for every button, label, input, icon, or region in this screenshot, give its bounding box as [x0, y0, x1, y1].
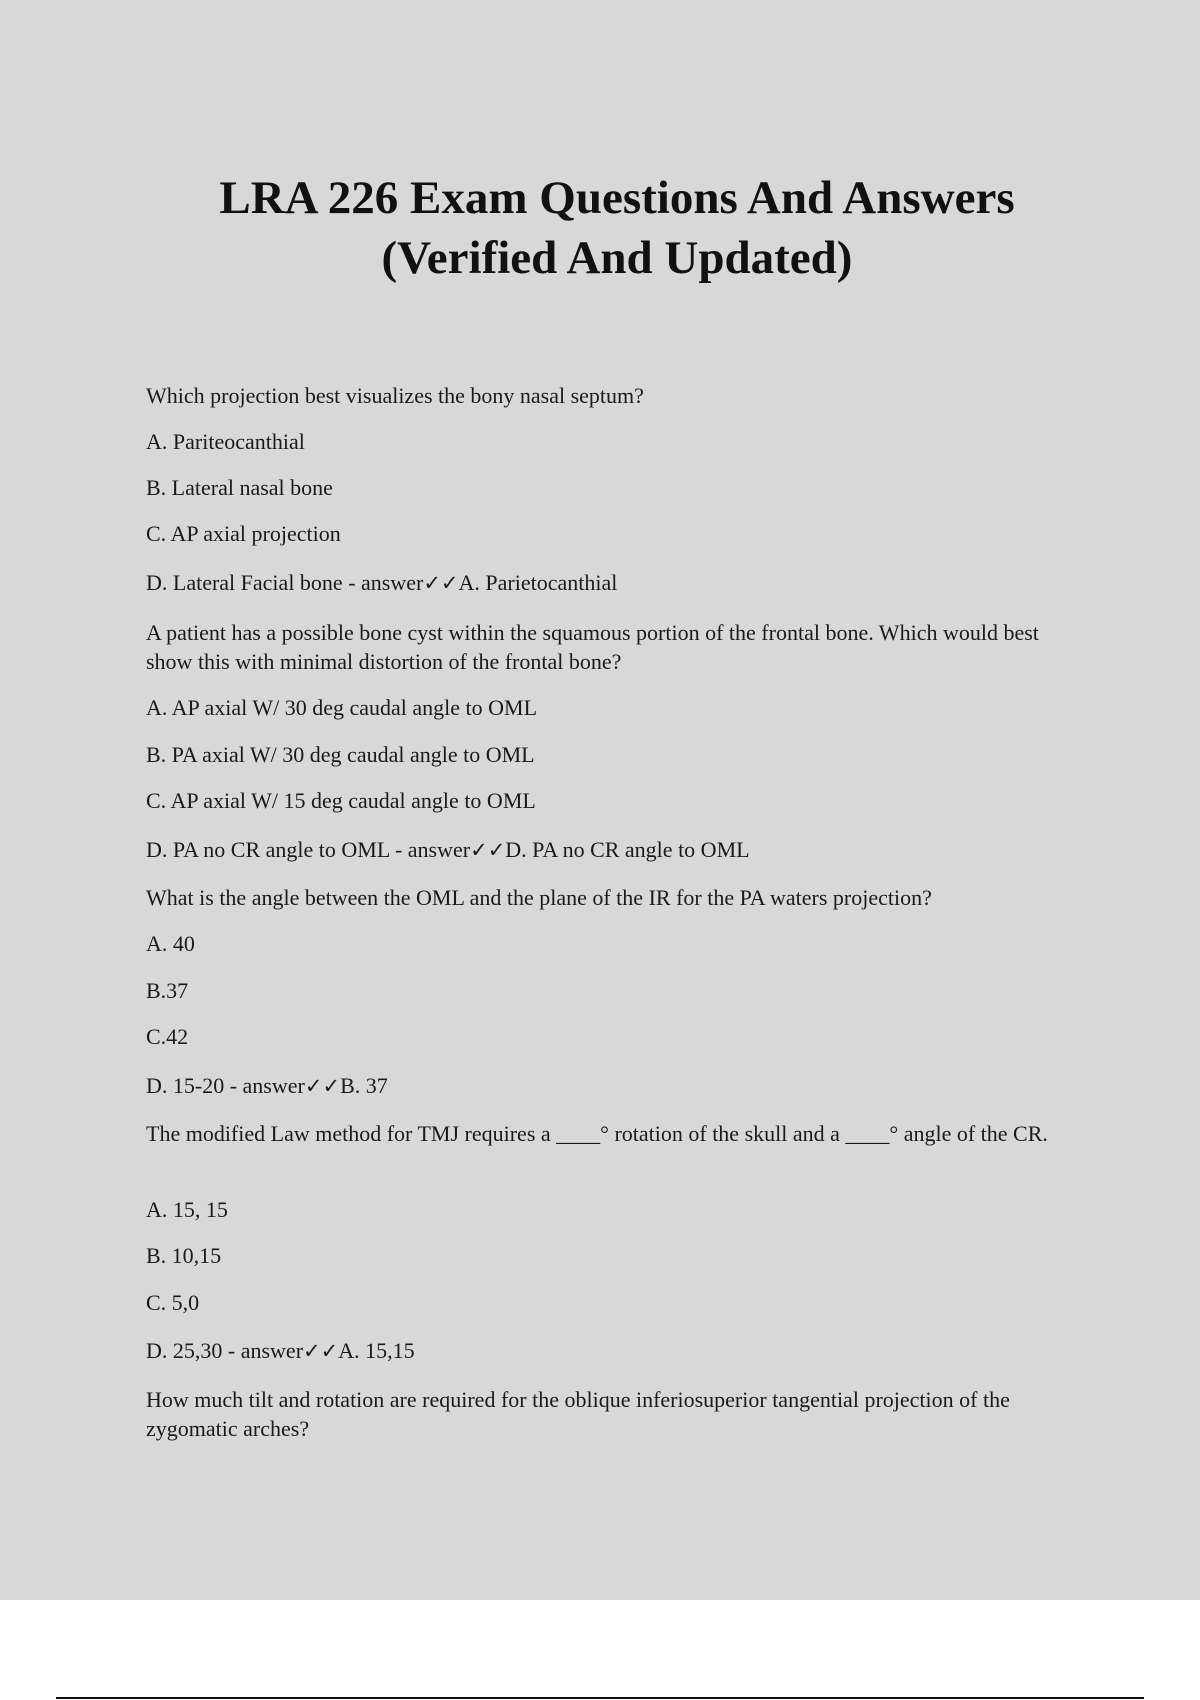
question-1-option-b: B. Lateral nasal bone	[146, 475, 333, 500]
double-check-icon: ✓✓	[303, 1339, 339, 1363]
question-3-option-b: B.37	[146, 978, 189, 1003]
question-1-option-d: D. Lateral Facial bone - answer	[146, 570, 424, 595]
question-1-prompt: Which projection best visualizes the bony nasal septum?	[146, 383, 644, 408]
double-check-icon: ✓✓	[423, 571, 459, 595]
question-2-option-c: C. AP axial W/ 15 deg caudal angle to OML	[146, 788, 536, 813]
question-3-option-a: A. 40	[146, 931, 195, 956]
question-4-prompt: The modified Law method for TMJ requires a ____° rotation of the skull and a ____° angle of the CR.	[146, 1121, 1048, 1146]
title-line-2: (Verified And Updated)	[381, 232, 853, 284]
question-4-answer: A. 15,15	[338, 1338, 415, 1363]
question-4-option-a: A. 15, 15	[146, 1197, 228, 1222]
question-5-prompt: How much tilt and rotation are required for the oblique inferiosuperior tangential projection of the zygomatic arches?	[146, 1387, 1010, 1441]
question-3-prompt: What is the angle between the OML and the plane of the IR for the PA waters projection?	[146, 885, 932, 910]
question-3-answer: B. 37	[340, 1073, 388, 1098]
question-2-prompt: A patient has a possible bone cyst within the squamous portion of the frontal bone. Which would best show this with minimal distortion of the frontal bone?	[146, 620, 1039, 674]
double-check-icon: ✓✓	[304, 1074, 341, 1098]
question-4-option-c: C. 5,0	[146, 1290, 200, 1315]
question-2-answer: D. PA no CR angle to OML	[505, 837, 750, 862]
footer-divider	[56, 1697, 1144, 1699]
question-4-option-b: B. 10,15	[146, 1243, 222, 1268]
question-3-option-d-answer	[146, 1071, 1086, 1101]
question-4-option-d-answer	[146, 1336, 1086, 1366]
question-1-option-c: C. AP axial projection	[146, 521, 341, 546]
question-1-option-d-answer	[146, 568, 1086, 598]
question-4-option-d: D. 25,30 - answer	[146, 1338, 304, 1363]
document-title	[0, 168, 1200, 288]
question-3-option-c: C.42	[146, 1024, 189, 1049]
question-2-option-b: B. PA axial W/ 30 deg caudal angle to OML	[146, 742, 535, 767]
question-2-option-d: D. PA no CR angle to OML - answer	[146, 837, 471, 862]
title-line-1: LRA 226 Exam Questions And Answers	[219, 172, 1015, 224]
question-2-option-d-answer	[146, 835, 1086, 865]
question-2-option-a: A. AP axial W/ 30 deg caudal angle to OML	[146, 695, 538, 720]
question-1-option-a: A. Pariteocanthial	[146, 429, 305, 454]
double-check-icon: ✓✓	[470, 838, 506, 862]
question-3-option-d: D. 15-20 - answer	[146, 1073, 305, 1098]
question-1-answer: A. Parietocanthial	[458, 570, 618, 595]
